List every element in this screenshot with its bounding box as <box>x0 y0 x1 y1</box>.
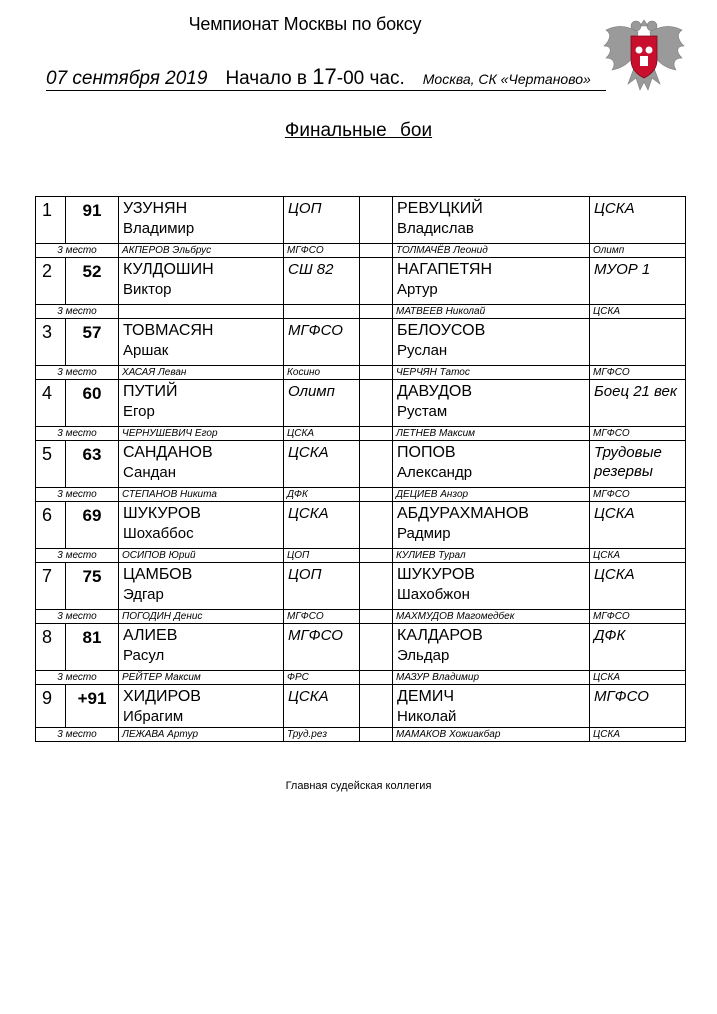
third-place-blue-club: Олимп <box>590 244 686 258</box>
red-corner-fighter <box>119 197 284 244</box>
fighter-first-name: Радмир <box>397 525 451 542</box>
separator-cell <box>360 502 393 549</box>
separator-cell <box>360 624 393 671</box>
third-place-row <box>36 671 686 685</box>
fighter-last-name: ДАВУДОВ <box>397 383 473 400</box>
third-place-red-club: ЦОП <box>284 549 360 563</box>
blue-corner-club: Трудовые резервы <box>590 441 686 488</box>
fighter-first-name: Шахобжон <box>397 586 470 603</box>
separator-cell <box>360 610 393 624</box>
third-place-label: 3 место <box>36 427 119 441</box>
fighter-last-name: НАГАПЕТЯН <box>397 261 493 278</box>
fighter-last-name: ПОПОВ <box>397 444 456 461</box>
third-place-blue-name: КУЛИЕВ Турал <box>393 549 590 563</box>
federation-emblem-icon <box>598 12 690 104</box>
third-place-blue-name: МАМАКОВ Хожиакбар <box>393 728 590 742</box>
bout-row <box>36 319 686 366</box>
bout-row <box>36 563 686 610</box>
bout-number: 2 <box>36 258 66 305</box>
blue-corner-fighter <box>393 624 590 671</box>
third-place-blue-name: ЧЕРЧЯН Татос <box>393 366 590 380</box>
fighter-last-name: БЕЛОУСОВ <box>397 322 486 339</box>
third-place-red-club: Труд.рез <box>284 728 360 742</box>
blue-corner-club: ЦСКА <box>590 563 686 610</box>
footer-signature: Главная судейская коллегия <box>285 780 432 792</box>
fighter-last-name: ШУКУРОВ <box>397 566 475 583</box>
red-corner-club: ЦСКА <box>284 502 360 549</box>
third-place-row <box>36 728 686 742</box>
red-corner-fighter <box>119 441 284 488</box>
third-place-red-name: РЕЙТЕР Максим <box>119 671 284 685</box>
fighter-first-name: Владислав <box>397 220 474 237</box>
weight-class: 91 <box>66 197 119 244</box>
blue-corner-fighter <box>393 319 590 366</box>
red-corner-club: ЦОП <box>284 197 360 244</box>
third-place-red-club: ЦСКА <box>284 427 360 441</box>
red-corner-club: ЦОП <box>284 563 360 610</box>
fighter-last-name: ШУКУРОВ <box>123 505 201 522</box>
third-place-label: 3 место <box>36 488 119 502</box>
fighter-last-name: САНДАНОВ <box>123 444 213 461</box>
red-corner-club: ЦСКА <box>284 441 360 488</box>
third-place-red-club: ФРС <box>284 671 360 685</box>
red-corner-fighter <box>119 319 284 366</box>
third-place-label: 3 место <box>36 366 119 380</box>
third-place-red-name: ХАСАЯ Леван <box>119 366 284 380</box>
bout-row <box>36 380 686 427</box>
third-place-red-club: МГФСО <box>284 610 360 624</box>
event-date: 07 сентября 2019 <box>46 68 208 89</box>
bout-row <box>36 502 686 549</box>
fighter-first-name: Руслан <box>397 342 448 359</box>
third-place-row <box>36 427 686 441</box>
third-place-row <box>36 305 686 319</box>
weight-class: 75 <box>66 563 119 610</box>
third-place-red-club: Косино <box>284 366 360 380</box>
red-corner-fighter <box>119 563 284 610</box>
third-place-blue-club: МГФСО <box>590 610 686 624</box>
fighter-first-name: Егор <box>123 403 155 420</box>
bout-number: 3 <box>36 319 66 366</box>
bout-number: 9 <box>36 685 66 728</box>
section-heading: Финальные бои <box>284 120 433 141</box>
fighter-first-name: Расул <box>123 647 165 664</box>
blue-corner-club: ЦСКА <box>590 502 686 549</box>
third-place-blue-name: МАТВЕЕВ Николай <box>393 305 590 319</box>
event-venue: Москва, СК «Чертаново» <box>422 71 591 87</box>
weight-class: 60 <box>66 380 119 427</box>
blue-corner-club: ЦСКА <box>590 197 686 244</box>
fighter-first-name: Александр <box>397 464 473 481</box>
blue-corner-fighter <box>393 563 590 610</box>
weight-class: 63 <box>66 441 119 488</box>
fighter-last-name: АБДУРАХМАНОВ <box>397 505 529 522</box>
document-title: Чемпионат Москвы по боксу <box>188 14 422 34</box>
final-bouts-table <box>35 196 686 742</box>
third-place-blue-club: МГФСО <box>590 488 686 502</box>
red-corner-club: СШ 82 <box>284 258 360 305</box>
separator-cell <box>360 549 393 563</box>
third-place-blue-club: МГФСО <box>590 366 686 380</box>
separator-cell <box>360 305 393 319</box>
third-place-label: 3 место <box>36 671 119 685</box>
bout-number: 4 <box>36 380 66 427</box>
red-corner-fighter <box>119 258 284 305</box>
third-place-label: 3 место <box>36 305 119 319</box>
fighter-last-name: РЕВУЦКИЙ <box>397 200 483 217</box>
separator-cell <box>360 244 393 258</box>
third-place-row <box>36 610 686 624</box>
fighter-last-name: ХИДИРОВ <box>123 688 201 705</box>
separator-cell <box>360 728 393 742</box>
blue-corner-fighter <box>393 502 590 549</box>
third-place-label: 3 место <box>36 610 119 624</box>
blue-corner-club: ДФК <box>590 624 686 671</box>
third-place-blue-name: ЛЕТНЕВ Максим <box>393 427 590 441</box>
third-place-blue-name: ДЕЦИЕВ Анзор <box>393 488 590 502</box>
red-corner-club: Олимп <box>284 380 360 427</box>
weight-class: 81 <box>66 624 119 671</box>
red-corner-fighter <box>119 685 284 728</box>
bout-number: 8 <box>36 624 66 671</box>
start-hour: 17 <box>312 64 337 89</box>
third-place-red-club: МГФСО <box>284 244 360 258</box>
separator-cell <box>360 685 393 728</box>
blue-corner-fighter <box>393 258 590 305</box>
fighter-last-name: ДЕМИЧ <box>397 688 454 705</box>
fighter-last-name: ПУТИЙ <box>123 383 178 400</box>
separator-cell <box>360 563 393 610</box>
third-place-red-name: ЛЕЖАВА Артур <box>119 728 284 742</box>
third-place-blue-name: МАЗУР Владимир <box>393 671 590 685</box>
third-place-row <box>36 549 686 563</box>
blue-corner-fighter <box>393 197 590 244</box>
fighter-first-name: Артур <box>397 281 438 298</box>
third-place-row <box>36 244 686 258</box>
separator-cell <box>360 427 393 441</box>
bout-row <box>36 258 686 305</box>
fighter-first-name: Сандан <box>123 464 177 481</box>
bout-row <box>36 441 686 488</box>
third-place-label: 3 место <box>36 549 119 563</box>
bout-row <box>36 197 686 244</box>
start-prefix: Начало в <box>225 68 313 89</box>
red-corner-club: ЦСКА <box>284 685 360 728</box>
third-place-red-name: ПОГОДИН Денис <box>119 610 284 624</box>
fighter-first-name: Владимир <box>123 220 195 237</box>
fighter-last-name: ТОВМАСЯН <box>123 322 214 339</box>
red-corner-fighter <box>119 380 284 427</box>
bout-row <box>36 685 686 728</box>
fighter-first-name: Виктор <box>123 281 172 298</box>
separator-cell <box>360 319 393 366</box>
fighter-first-name: Аршак <box>123 342 169 359</box>
red-corner-club: МГФСО <box>284 624 360 671</box>
third-place-blue-club: МГФСО <box>590 427 686 441</box>
third-place-label: 3 место <box>36 244 119 258</box>
fighter-last-name: КУЛДОШИН <box>123 261 214 278</box>
weight-class: +91 <box>66 685 119 728</box>
third-place-blue-club: ЦСКА <box>590 549 686 563</box>
fighter-last-name: УЗУНЯН <box>123 200 188 217</box>
fighter-first-name: Эдгар <box>123 586 164 603</box>
start-time <box>225 64 405 89</box>
fighter-first-name: Ибрагим <box>123 708 184 725</box>
bout-number: 6 <box>36 502 66 549</box>
fighter-first-name: Шохаббос <box>123 525 194 542</box>
blue-corner-club: МУОР 1 <box>590 258 686 305</box>
third-place-row <box>36 488 686 502</box>
third-place-blue-club: ЦСКА <box>590 305 686 319</box>
red-corner-fighter <box>119 502 284 549</box>
fighter-first-name: Рустам <box>397 403 448 420</box>
red-corner-fighter <box>119 624 284 671</box>
third-place-blue-club: ЦСКА <box>590 671 686 685</box>
weight-class: 52 <box>66 258 119 305</box>
third-place-blue-name: ТОЛМАЧЁВ Леонид <box>393 244 590 258</box>
separator-cell <box>360 671 393 685</box>
weight-class: 69 <box>66 502 119 549</box>
third-place-red-name: ЧЕРНУШЕВИЧ Егор <box>119 427 284 441</box>
third-place-red-name: АКПЕРОВ Эльбрус <box>119 244 284 258</box>
blue-corner-club: Боец 21 век <box>590 380 686 427</box>
third-place-label: 3 место <box>36 728 119 742</box>
blue-corner-fighter <box>393 380 590 427</box>
blue-corner-club: МГФСО <box>590 685 686 728</box>
bout-number: 1 <box>36 197 66 244</box>
separator-cell <box>360 488 393 502</box>
separator-cell <box>360 366 393 380</box>
bout-row <box>36 624 686 671</box>
event-info-line <box>46 66 606 91</box>
blue-corner-fighter <box>393 441 590 488</box>
start-suffix: -00 час. <box>336 68 405 89</box>
third-place-blue-name: МАХМУДОВ Магомедбек <box>393 610 590 624</box>
third-place-row <box>36 366 686 380</box>
separator-cell <box>360 258 393 305</box>
fighter-last-name: ЦАМБОВ <box>123 566 193 583</box>
third-place-red-club <box>284 305 360 319</box>
third-place-red-name: ОСИПОВ Юрий <box>119 549 284 563</box>
fighter-last-name: КАЛДАРОВ <box>397 627 483 644</box>
blue-corner-fighter <box>393 685 590 728</box>
fighter-first-name: Эльдар <box>397 647 450 664</box>
third-place-red-name: СТЕПАНОВ Никита <box>119 488 284 502</box>
blue-corner-club <box>590 319 686 366</box>
separator-cell <box>360 380 393 427</box>
separator-cell <box>360 441 393 488</box>
bout-number: 5 <box>36 441 66 488</box>
fighter-first-name: Николай <box>397 708 457 725</box>
third-place-blue-club: ЦСКА <box>590 728 686 742</box>
weight-class: 57 <box>66 319 119 366</box>
fighter-last-name: АЛИЕВ <box>123 627 178 644</box>
separator-cell <box>360 197 393 244</box>
third-place-red-club: ДФК <box>284 488 360 502</box>
third-place-red-name <box>119 305 284 319</box>
red-corner-club: МГФСО <box>284 319 360 366</box>
bout-number: 7 <box>36 563 66 610</box>
